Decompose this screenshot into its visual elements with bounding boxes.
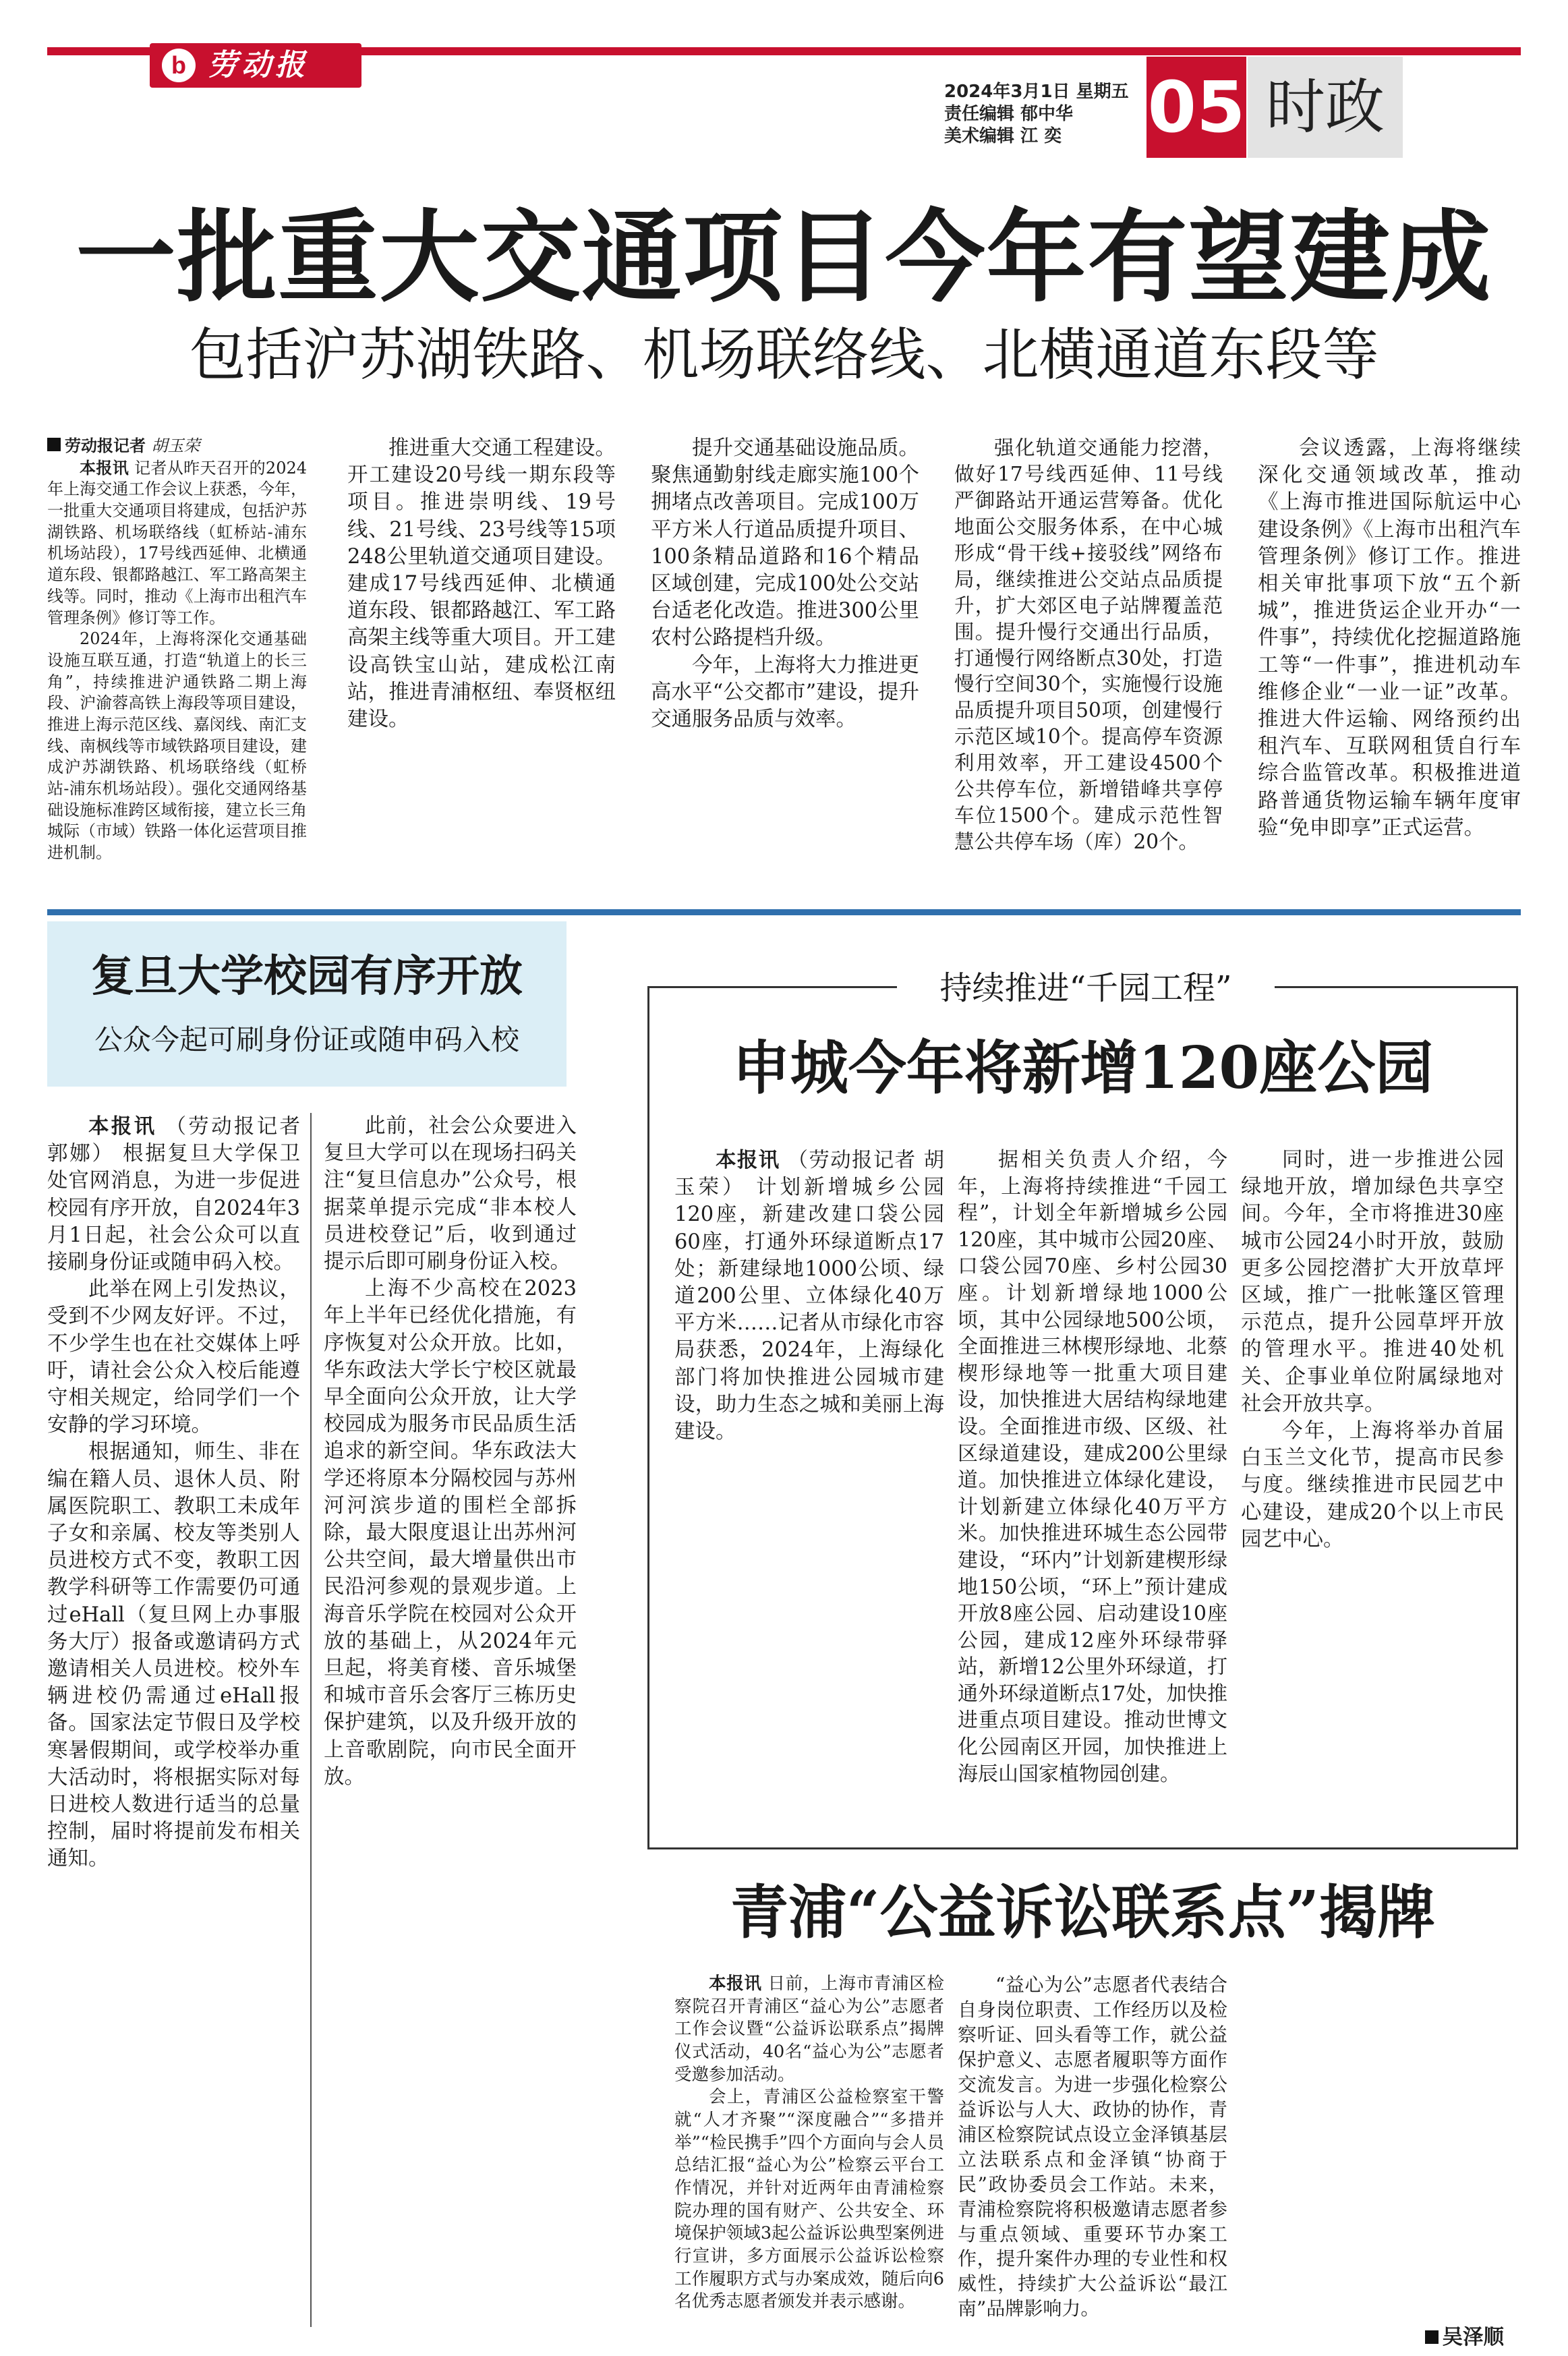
lead-paragraph: 推进重大交通工程建设。开工建设20号线一期东段等项目。推进崇明线、19号线、21号线、23号线等15项248公里轨道交通项目建设。建成17号线西延伸、北横通道东段、银都路越江、军工路高架主线等重大项目。开工建设高铁宝山站，建成松江南站，推进青浦枢纽、奉贤枢纽建设。 — [347, 436, 616, 732]
qingpu-signature: 吴泽顺 — [1241, 2324, 1504, 2351]
page-number: 05 — [1147, 66, 1246, 148]
qingpu-paragraph: 本报讯 日前，上海市青浦区检察院召开青浦区“益心为公”志愿者工作会议暨“公益诉讼联系点”揭牌仪式活动，40名“益心为公”志愿者受邀参加活动。 — [674, 1974, 944, 2085]
fudan-paragraph: 本报讯 （劳动报记者 郭娜） 根据复旦大学保卫处官网消息，为进一步促进校园有序开放，自2024年3月1日起，社会公众可以直接刷身份证或随申码入校。 — [47, 1114, 301, 1275]
lead-column-5 — [1258, 435, 1521, 842]
parks-kicker: 持续推进“千园工程” — [939, 969, 1232, 1007]
signature-marker-icon — [1425, 2330, 1439, 2344]
parks-paragraph: 同时，进一步推进公园绿地开放，增加绿色共享空间。今年，全市将推进30座城市公园24小时开放，鼓励更多公园挖潜扩大开放草坪区域，推广一批帐篷区管理示范点，提升公园草坪开放的管理水平。推进40处机关、企事业单位附属绿地对社会开放共享。 — [1241, 1148, 1504, 1416]
lead-column-1 — [47, 435, 307, 864]
lead-byline: 劳动报记者 胡玉荣 — [47, 435, 307, 457]
fudan-paragraph: 此前，社会公众要进入复旦大学可以在现场扫码关注“复旦信息办”公众号，根据菜单提示完成“非本校人员进校登记”后，收到通过提示后即可刷身份证入校。 — [324, 1114, 577, 1274]
lead-paragraph: 2024年，上海将深化交通基础设施互联互通，打造“轨道上的长三角”，持续推进沪通铁路二期上海段、沪渝蓉高铁上海段等项目建设，推进上海示范区线、嘉闵线、南汇支线、南枫线等市域铁路项目建设，建成沪苏湖铁路、机场联络线（虹桥站-浦东机场站段）。强化交通网络基础设施标准跨区域衔接，建立长三角城际（市域）铁路一体化运营项目推进机制。 — [47, 629, 307, 863]
parks-column-1 — [674, 1147, 944, 1445]
qingpu-column-1 — [674, 1973, 944, 2314]
newspaper-name: 劳动报 — [208, 48, 309, 82]
qingpu-paragraph: 会上，青浦区公益检察室干警就“人才齐聚”“深度融合”“多措并举”“检民携手”四个方面向与会人员总结汇报“益心为公”检察云平台工作情况，并针对近两年由青浦检察院办理的国有财产、公共安全、环境保护领域3起公益诉讼典型案例进行宣讲，多方面展示公益诉讼检察工作履职方式与办案成效，随后向6名优秀志愿者颁发并表示感谢。 — [674, 2087, 944, 2312]
logo-icon: b — [162, 49, 196, 82]
byline-marker-icon — [47, 438, 61, 451]
qingpu-headline: 青浦“公益诉讼联系点”揭牌 — [730, 1878, 1435, 1947]
fudan-paragraph: 上海不少高校在2023年上半年已经优化措施，有序恢复对公众开放。比如，华东政法大学长宁校区就最早全面向公众开放，让大学校园成为服务市民品质生活追求的新空间。华东政法大学还将原本分隔校园与苏州河河滨步道的围栏全部拆除，最大限度退让出苏州河公共空间，最大增量供出市民沿河参观的景观步道。上海音乐学院在校园对公众开放的基础上，从2024年元旦起，将美育楼、音乐城堡和城市音乐会客厅三栋历史保护建筑，以及升级开放的上音歌剧院，向市民全面开放。 — [324, 1277, 577, 1789]
lead-paragraph: 本报讯 记者从昨天召开的2024年上海交通工作会议上获悉，今年，一批重大交通项目将建成，包括沪苏湖铁路、机场联络线（虹桥站-浦东机场站段），17号线西延伸、北横通道东段、银都路越江、军工路高架主线等。同时，推动《上海市出租汽车管理条例》修订等工作。 — [47, 457, 308, 627]
parks-paragraph: 据相关负责人介绍，今年，上海将持续推进“千园工程”，计划全年新增城乡公园120座，其中城市公园20座、口袋公园70座、乡村公园30座。计划新增绿地1000公顷，其中公园绿地500公顷，全面推进三林楔形绿地、北蔡楔形绿地等一批重大项目建设，加快推进大居结构绿地建设。全面推进市级、区级、社区绿道建设，建成200公里绿道。加快推进立体绿化建设，计划新建立体绿化40万平方米。加快推进环城生态公园带建设，“环内”计划新建楔形绿地150公顷，“环上”预计建成开放8座公园、启动建设10座公园，建成12座外环绿带驿站，新增12公里外环绿道，打通外环绿道断点17处，加快推进重点项目建设。推动世博文化公园南区开园，加快推进上海辰山国家植物园创建。 — [958, 1148, 1227, 1786]
parks-column-2 — [958, 1147, 1227, 1787]
parks-column-3 — [1241, 1147, 1504, 1553]
art-editor: 美术编辑 江 奕 — [944, 126, 1062, 146]
qingpu-paragraph: “益心为公”志愿者代表结合自身岗位职责、工作经历以及检察听证、回头看等工作，就公益保护意义、志愿者履职等方面作交流发言。为进一步强化检察公益诉讼与人大、政协的协作，青浦区检察院试点设立金泽镇基层立法联系点和金泽镇“协商于民”政协委员会工作站。未来，青浦检察院将积极邀请志愿者参与重点领域、重要环节办案工作，提升案件办理的专业性和权威性，持续扩大公益诉讼“最江南”品牌影响力。 — [958, 1974, 1227, 2320]
column-divider — [310, 1113, 312, 2327]
lead-paragraph: 强化轨道交通能力挖潜，做好17号线西延伸、11号线严御路站开通运营筹备。优化地面公交服务体系，在中心城形成“骨干线+接驳线”网络布局，继续推进公交站点品质提升，扩大郊区电子站牌覆盖范围。提升慢行交通出行品质，打通慢行网络断点30处，打造慢行空间30个，实施慢行设施品质提升项目50项，创建慢行示范区域10个。提高停车资源利用效率，开工建设4500个公共停车位，新增错峰共享停车位1500个。建成示范性智慧公共停车场（库）20个。 — [954, 436, 1223, 854]
qingpu-column-3 — [1241, 2324, 1504, 2351]
lead-headline: 一批重大交通项目今年有望建成 — [76, 198, 1492, 316]
fudan-paragraph: 此举在网上引发热议，受到不少网友好评。不过，不少学生也在社交媒体上呼吁，请社会公众入校后能遵守相关规定，给同学们一个安静的学习环境。 — [47, 1277, 300, 1437]
fudan-paragraph: 根据通知，师生、非在编在籍人员、退休人员、附属医院职工、教职工未成年子女和亲属、校友等类别人员进校方式不变，教职工因教学科研等工作需要仍可通过eHall（复旦网上办事服务大厅）报备或邀请码方式邀请相关人员进校。校外车辆进校仍需通过eHall报备。国家法定节假日及学校寒暑假期间，或学校举办重大活动时，将根据实际对每日进校人数进行适当的总量控制，届时将提前发布相关通知。 — [47, 1440, 300, 1871]
lead-subheadline: 包括沪苏湖铁路、机场联络线、北横通道东段等 — [189, 322, 1379, 388]
fudan-column-1 — [47, 1113, 300, 1873]
lead-paragraph: 会议透露，上海将继续深化交通领域改革，推动《上海市推进国际航运中心建设条例》《上海市出租汽车管理条例》修订工作。推进相关审批事项下放“五个新城”，推进货运企业开办“一件事”，持续优化挖掘道路施工等“一件事”，推进机动车维修企业“一业一证”改革。推进大件运输、网络预约出租汽车、互联网租赁自行车综合监管改革。积极推进道路普通货物运输车辆年度审验“免申即享”正式运营。 — [1258, 436, 1521, 840]
fudan-column-2 — [324, 1113, 577, 1791]
lead-column-2 — [347, 435, 616, 733]
page-meta — [944, 81, 1146, 148]
fudan-headline: 复旦大学校园有序开放 — [91, 951, 523, 1002]
section-name: 时政 — [1265, 72, 1385, 142]
parks-paragraph: 本报讯 （劳动报记者 胡玉荣） 计划新增城乡公园120座，新建改建口袋公园60座，打通外环绿道断点17处；新建绿地1000公顷、绿道200公里、立体绿化40万平方米……记者从市绿化市容局获悉，2024年，上海绿化部门将加快推进公园城市建设，助力生态之城和美丽上海建设。 — [674, 1148, 945, 1444]
lead-column-3 — [651, 435, 919, 733]
fudan-subheadline: 公众今起可刷身份证或随申码入校 — [94, 1023, 519, 1056]
issue-date: 2024年3月1日 星期五 — [944, 82, 1129, 102]
qingpu-column-2 — [958, 1973, 1227, 2322]
section-divider — [47, 909, 1521, 915]
newspaper-logo — [150, 43, 361, 88]
responsible-editor: 责任编辑 郁中华 — [944, 104, 1074, 124]
parks-paragraph: 今年，上海将举办首届白玉兰文化节，提高市民参与度。继续推进市民园艺中心建设，建成20个以上市民园艺中心。 — [1241, 1419, 1504, 1551]
lead-column-4 — [954, 435, 1223, 855]
parks-headline: 申城今年将新增120座公园 — [732, 1034, 1434, 1102]
lead-paragraph: 提升交通基础设施品质。聚焦通勤射线走廊实施100个拥堵点改善项目。完成100万平方米人行道品质提升项目、100条精品道路和16个精品区域创建，完成100处公交站台适老化改造。推进300公里农村公路提档升级。 — [651, 436, 919, 650]
lead-paragraph: 今年，上海将大力推进更高水平“公交都市”建设，提升交通服务品质与效率。 — [651, 653, 919, 732]
